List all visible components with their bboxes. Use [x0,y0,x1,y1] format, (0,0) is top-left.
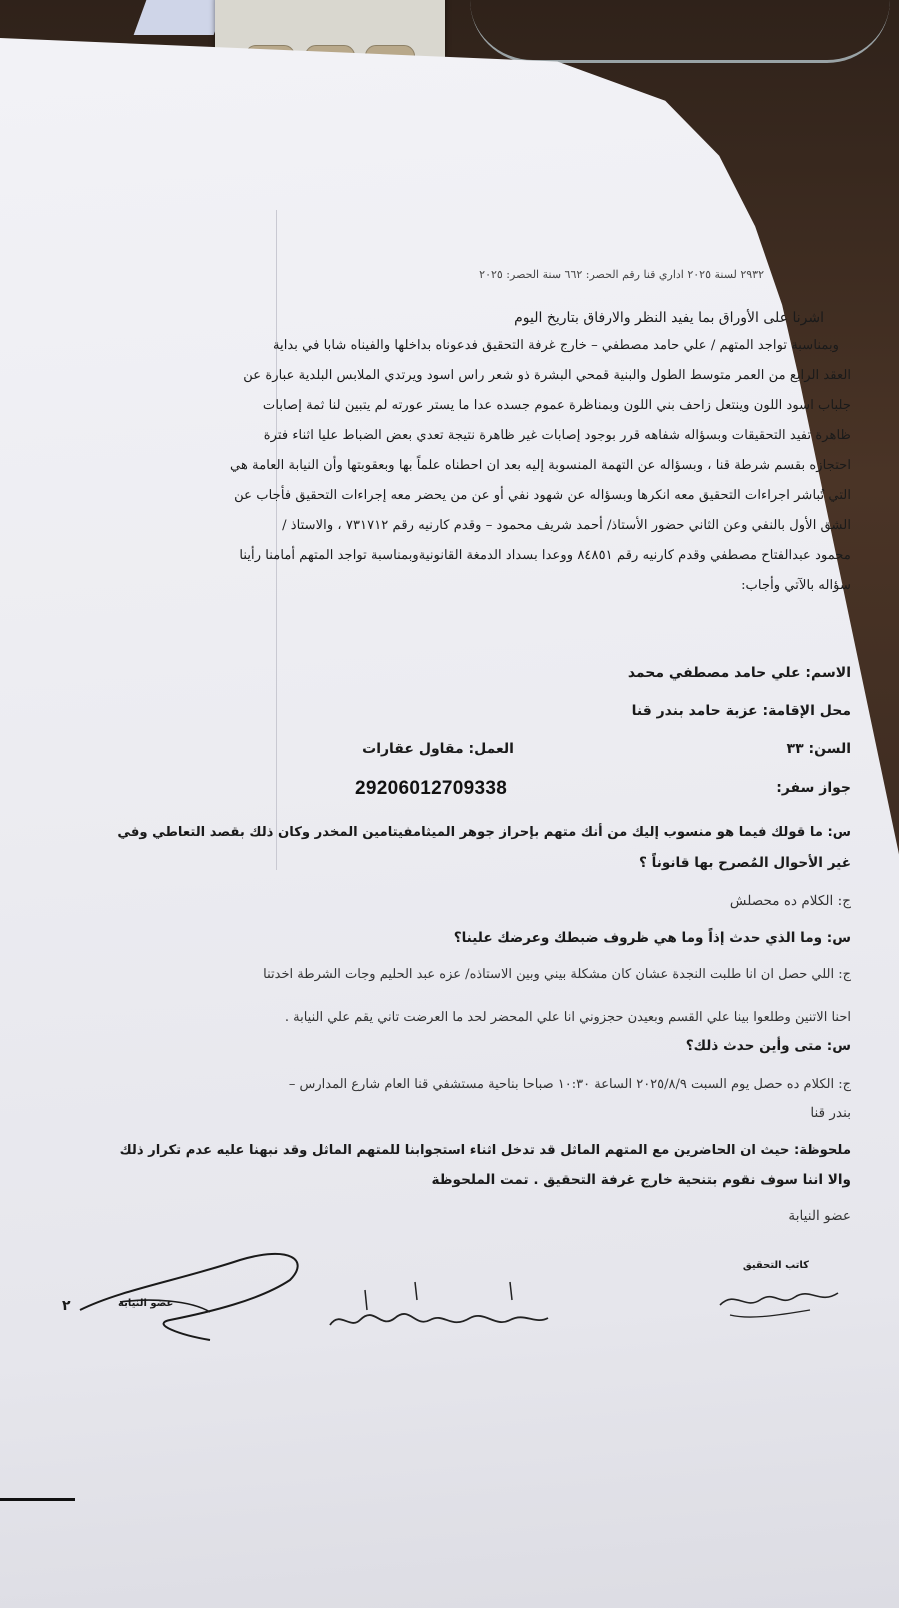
intro-line: اشرنا على الأوراق بما يفيد النظر والارفاق بتاريخ اليوم [514,310,824,326]
note-line: والا اننا سوف نقوم بتنحية خارج غرفة التحقيق . تمت الملحوظة [431,1172,851,1188]
paper-edge-shadow [0,1498,75,1501]
background-cable [470,0,890,63]
document-sheet [0,38,899,1608]
page-number: ٢ [62,1298,71,1314]
passport-label: جواز سفر: [776,780,851,796]
intro-line: العقد الرابع من العمر متوسط الطول والبنية قمحي البشرة ذو شعر راس اسود ويرتدي الملابس البلدية عبارة عن [243,368,851,383]
paper-fold-line [276,210,277,870]
clerk-signature [710,1265,850,1335]
answer-2-cont: احنا الاتنين وطلعوا بينا علي القسم وبعيدن حجزوني انا علي المحضر لحد ما العرضت تاني يقم علي النيابة . [284,1010,851,1025]
question-2: س: وما الذي حدث إذاً وما هي ظروف ضبطك وعرضك علينا؟ [453,930,851,946]
defendant-residence: محل الإقامة: عزبة حامد بندر قنا [631,703,851,719]
intro-line: ظاهرة تفيد التحقيقات وبسؤاله شفاهه قرر بوجود إصابات غير ظاهرة نتيجة تعدي بعض الضباط عليا اثناء فترة [263,428,851,443]
question-1-cont: غير الأحوال المُصرح بها قانوناً ؟ [639,855,851,871]
note-line: ملحوظة: حيث ان الحاضرين مع المتهم الماثل قد تدخل اثناء استجوابنا للمتهم الماثل وقد نبهنا عليه عدم تكرار ذلك [119,1143,851,1158]
intro-line: سؤاله بالآتي وأجاب: [741,578,851,593]
prosecution-member-label: عضو النيابة [118,1298,174,1309]
background-paper [134,0,227,35]
question-1: س: ما قولك فيما هو منسوب إليك من أنك متهم بإحراز جوهر الميثامفيتامين المخدر وكان ذلك بقصد التعاطي وفي [117,825,851,840]
defendant-occupation: العمل: مقاول عقارات [362,741,514,757]
answer-2: ج: اللي حصل ان انا طلبت النجدة عشان كان مشكلة بيني وبين الاستاذه/ عزه عبد الحليم وجات الشرطة اخدتنا [263,967,851,982]
intro-line: وبمناسبة تواجد المتهم / علي حامد مصطفي – خارج غرفة التحقيق فدعوناه بداخلها والفيناه شابا في بداية [272,338,839,353]
clerk-label: كاتب التحقيق [742,1260,809,1271]
answer-3-cont: بندر قنا [810,1105,851,1121]
answer-3: ج: الكلام ده حصل يوم السبت ٢٠٢٥/٨/٩ الساعة ١٠:٣٠ صباحا بناحية مستشفي قنا العام شارع المدارس – [288,1077,851,1092]
defendant-name: الاسم: علي حامد مصطفي محمد [627,665,851,681]
intro-line: محمود عبدالفتاح مصطفي وقدم كارنيه رقم ٨٤٨٥١ ووعدا بسداد الدمغة القانونيةوبمناسبة تواجد المتهم أمامنا رأينا [239,548,851,563]
defendant-signature [320,1270,560,1350]
answer-1: ج: الكلام ده محصلش [729,893,851,909]
intro-line: احتجازه بقسم شرطة قنا ، وبسؤاله عن التهمة المنسوبة إليه بعد ان احطناه علماً بها وبعقوبتها وأن النيابة العامة هي [229,458,851,473]
intro-line: التي تُباشر اجراءات التحقيق معه انكرها وبسؤاله عن شهود نفي أو عن من يحضر معه إجراءات التحقيق فأجاب عن [234,488,851,503]
passport-number: 29206012709338 [355,778,508,799]
note-signatory: عضو النيابة [788,1208,851,1224]
case-reference-header: ٢٩٣٢ لسنة ٢٠٢٥ اداري قنا رقم الحصر: ٦٦٢ سنة الحصر: ٢٠٢٥ [479,268,764,281]
prosecutor-signature [60,1240,320,1350]
question-3: س: متى وأين حدث ذلك؟ [685,1038,851,1054]
intro-line: جلباب اسود اللون وينتعل زاحف بني اللون وبمناظرة عموم جسده عدا ما يستر عورته لم يتبين لنا ثمة إصابات [262,398,851,413]
intro-line: الشق الأول بالنفي وعن الثاني حضور الأستاذ/ أحمد شريف محمود – وقدم كارنيه رقم ٧٣١٧١٢ ، والاستاذ / [282,518,851,533]
defendant-age: السن: ٣٣ [786,741,851,757]
